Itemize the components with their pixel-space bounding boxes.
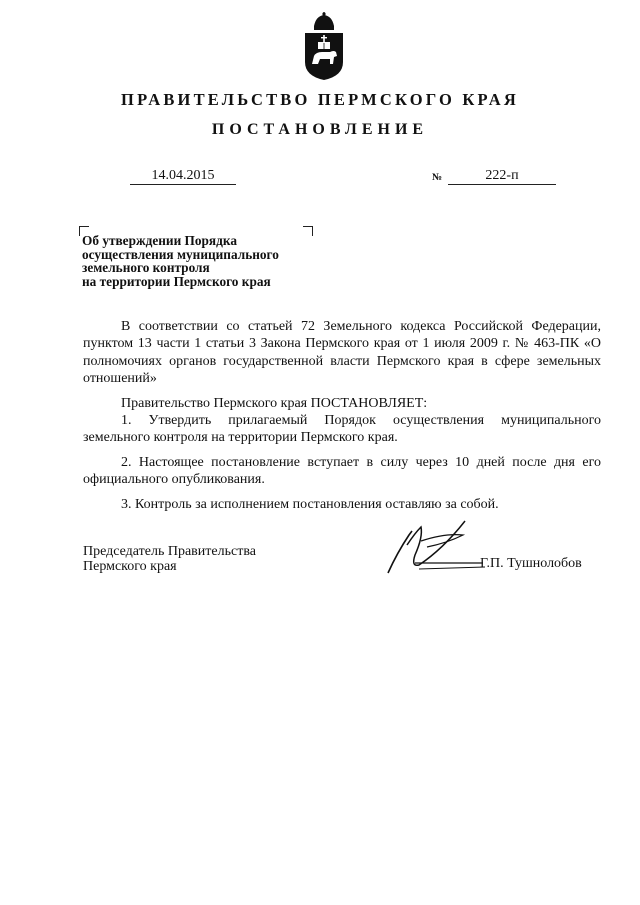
number-sign: №	[432, 172, 443, 183]
subject-line: осуществления муниципального	[82, 246, 279, 262]
document-type: ПОСТАНОВЛЕНИЕ	[211, 121, 429, 138]
signatory-position	[83, 545, 256, 574]
preamble-paragraph: В соответствии со статьей 72 Земельного кодекса Российской Федерации, пунктом 13 части 1 статьи 3 Закона Пермского края от 1 июля 2009 г. № 463-ПК «О полномочиях органов государственной власти Пермского края в сфере земельных отношений»	[83, 319, 601, 387]
subject-line: земельного контроля	[82, 260, 210, 275]
subject-line: на территории Пермского края	[82, 273, 271, 289]
document-date: 14.04.2015	[130, 168, 236, 185]
resolution-heading: Правительство Пермского края ПОСТАНОВЛЯЕТ:	[121, 395, 428, 411]
clause-2: 2. Настоящее постановление вступает в силу через 10 дней после дня его официального опубликования.	[83, 454, 601, 488]
document-number: 222-п	[448, 168, 556, 185]
document-subject	[82, 234, 322, 288]
clause-3: 3. Контроль за исполнением постановления оставляю за собой.	[121, 496, 499, 512]
position-line: Пермского края	[83, 558, 177, 574]
clause-1: 1. Утвердить прилагаемый Порядок осуществления муниципального земельного контроля на территории Пермского края.	[83, 413, 601, 446]
document-body	[83, 318, 601, 513]
perm-coat-of-arms-icon	[300, 12, 348, 82]
government-title: ПРАВИТЕЛЬСТВО ПЕРМСКОГО КРАЯ	[121, 90, 519, 109]
signatory-name: Г.П. Тушнолобов	[480, 556, 582, 571]
position-line: Председатель Правительства	[83, 544, 256, 559]
subject-line: Об утверждении Порядка	[82, 233, 237, 248]
